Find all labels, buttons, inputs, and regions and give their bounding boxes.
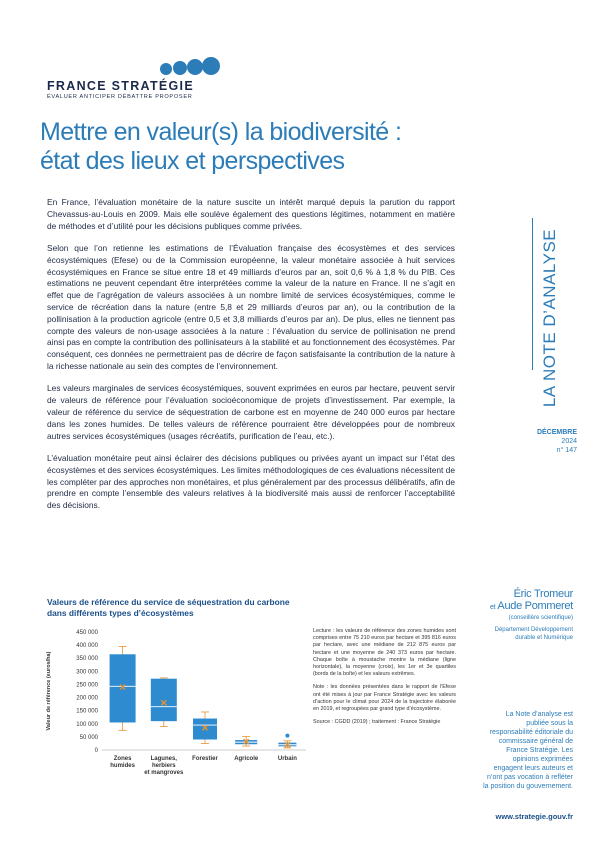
- authors-block: [490, 588, 573, 642]
- chart-notes: [313, 628, 456, 732]
- brand-name: FRANCE STRATÉGIE: [47, 79, 194, 93]
- website-link[interactable]: www.strategie.gouv.fr: [495, 812, 573, 821]
- x-category-label: Agricole: [234, 756, 259, 762]
- paragraph-3: Les valeurs marginales de services écosystémiques, souvent exprimées en euros par hectare, peuvent servir de valeurs de référence pour l’évaluation socioéconomique de projets d’investissement. Par exemple, la valeur de référence du service de séquestration de carbone est en moyenne de 240 000 euros par hectare dans les zones humides. De telles valeurs de référence pourraient être développées pour de nombreux autres services écosystémiques (usages récréatifs, purification de l’eau, etc.).: [47, 383, 455, 441]
- page-title: [40, 118, 500, 176]
- y-tick-label: 450 000: [76, 630, 98, 636]
- author-2: Aude Pommeret: [497, 600, 573, 612]
- author-1: Éric Tromeur: [513, 588, 573, 600]
- series-text: LA NOTE D’ANALYSE: [540, 228, 559, 408]
- logo-dots-icon: [160, 57, 220, 77]
- x-category-label: Zones: [113, 756, 132, 762]
- department-line-2: durable et Numérique: [515, 634, 573, 641]
- y-axis-label: Valeur de référence (euros/ha): [46, 651, 52, 731]
- issue-month: DÉCEMBRE: [536, 429, 577, 436]
- y-tick-label: 300 000: [76, 669, 98, 676]
- chart-lecture: Lecture : les valeurs de référence des zones humides sont comprises entre 75 210 euros par hectare et 395 816 euros par hectare, avec une médiane de 212 875 euros par hectare et une moyenne de 240 373 euros par hectare. Chaque boîte à moustache montre la médiane (ligne horizontale), la moyenne (croix), les 1er et 3e quartiles (bords de la boîte) et les valeurs extrêmes.: [313, 628, 456, 678]
- y-tick-label: 0: [94, 748, 98, 754]
- chart-title: Valeurs de référence du service de séquestration du carbone dans différents types d’écosystèmes: [47, 597, 290, 618]
- paragraph-4: L’évaluation monétaire peut ainsi éclairer des décisions publiques ou privées ayant un impact sur l’état des écosystèmes et des services écosystémiques. Les limites méthodologiques de ces évaluations nécessitent de les compléter par des approches non monétaires, et plus généralement par des processus délibératifs, afin de prendre en compte l’ensemble des valeurs relatives à la biodiversité mais aussi de renforcer l’acceptabilité des décisions.: [47, 452, 455, 511]
- title-line-1: Mettre en valeur(s) la biodiversité :: [40, 118, 402, 146]
- box-iqr: [110, 654, 136, 722]
- y-tick-label: 400 000: [76, 643, 98, 650]
- chart-note: Note : les données présentées dans le rapport de l’Efese ont été mises à jour par France Stratégie avec les valeurs d’action pour le climat pour 2024 de la trajectoire élaborée en 2019, et regroupées par grand type d’écosystème.: [313, 684, 456, 713]
- x-category-label: Forestier: [192, 756, 218, 762]
- issue-year: 2024: [561, 438, 577, 445]
- y-tick-label: 150 000: [76, 708, 98, 715]
- x-category-label: Lagunes,: [150, 756, 177, 762]
- issue-number: n° 147: [556, 447, 577, 454]
- author-2-line: [490, 600, 573, 614]
- issue-info: [537, 428, 577, 455]
- paragraph-1: En France, l’évaluation monétaire de la nature suscite un intérêt marqué depuis la parution du rapport Chevassus-au-Louis en 2009. Mais elle soulève également des questions légitimes, notamment en matière de méthodes et d’utilité pour les décisions publiques comme privées.: [47, 197, 455, 231]
- chart-source: Source : CGDD (2019) ; traitement : France Stratégie: [313, 719, 441, 726]
- box-iqr: [151, 679, 177, 721]
- y-tick-label: 250 000: [76, 682, 98, 689]
- paragraph-2: Selon que l’on retienne les estimations de l’Évaluation française des écosystèmes et des services écosystémiques (Efese) ou de la Commission européenne, la valeur monétaire associée à huit services écosystémiques en France se situe entre 18 et 49 milliards d’euros par an, soit 0,6 % à 1,8 % du PIB. Ces estimations ne peuvent cependant être interprétées comme la valeur de la nature en France. Il ne s’agit en effet que de l’agrégation de valeurs associées à un nombre limité de services écosystémiques, comme le service de récréation dans la nature (entre 5,8 et 29 milliards d’euros par an), ou la contribution de la pollinisation à la production agricole (entre 0,5 et 3,8 milliards d’euros par an). De plus, elles ne tiennent pas compte des valeurs de non-usage associées à la nature : l’évaluation du service de pollinisation ne prend ainsi pas en compte la contribution des pollinisateurs à la stabilité et au fonctionnement des écosystèmes. Par conséquent, ces données ne permettraient pas de décrire de façon satisfaisante la contribution de la nature à la richesse nationale au sein des comptes de l’environnement.: [47, 242, 455, 371]
- box-iqr: [193, 719, 217, 740]
- x-category-label: et mangroves: [144, 770, 184, 776]
- series-label: [520, 228, 580, 408]
- department-line-1: Département Développement: [494, 627, 573, 633]
- x-category-label: herbiers: [151, 763, 176, 769]
- summary-body: [47, 197, 455, 523]
- box-outlier-point: [285, 734, 289, 738]
- x-category-label: Urbain: [277, 756, 297, 762]
- y-tick-label: 50 000: [79, 734, 98, 741]
- box-plot-chart: [40, 622, 308, 822]
- author-role: (conseillère scientifique): [508, 615, 573, 621]
- title-line-2: état des lieux et perspectives: [40, 147, 345, 175]
- y-tick-label: 350 000: [76, 656, 98, 663]
- author-conjunction: et: [490, 604, 496, 611]
- y-tick-label: 200 000: [76, 695, 98, 702]
- y-tick-label: 100 000: [76, 721, 98, 728]
- disclaimer: La Note d’analyse est publiée sous la responsabilité éditoriale du commissaire général de France Stratégie. Les opinions exprimées engagent leurs auteurs et n’ont pas vocation à refléter la position du gouvernement.: [483, 711, 573, 790]
- department: [490, 627, 573, 642]
- brand-tagline: ÉVALUER ANTICIPER DÉBATTRE PROPOSER: [47, 94, 193, 100]
- x-category-label: humides: [110, 763, 135, 769]
